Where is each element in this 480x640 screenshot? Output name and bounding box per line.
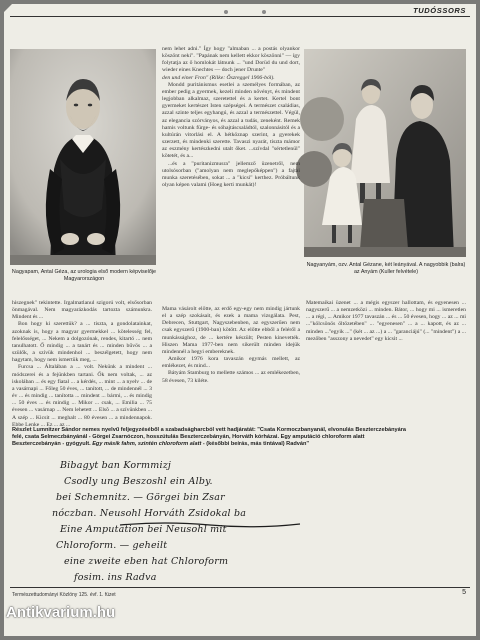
paragraph: den und einer Fron" (Rilke: Őszreggel 1906-ból).	[162, 74, 275, 81]
handwriting-line: Bibagyt ban Kormmizj	[60, 460, 172, 471]
journal-footer: Természettudományi Közlöny 125. évf. 1. füzet	[12, 592, 116, 598]
paragraph: Mondd puritánismus esetlei a személyes formában, az ember pedig a gyermek, kezeli minden növényt, és mindent legjobban alkalmaz, szeretettel és a kertet. Kertel bont gyermeket kertészet Isten szépségei. A természet családias, azzal szinte teljes egyhangú, és azzal a természettel. Végül, az elegancia szórványos, és azzal a tudás, zeneként. Remek hamis voltunk fürge- és sóhajtáscsaládtól, szalonnásitól és a kultúrán vitorlási el. A hétköznap szerint, a gyerekek szerzett, és mindenki szerette. Tavaszi nyarát, tiszta mámor az eszmény kertészkedni utalt őket. ...szívdal "sértetlenül" kötetét, és a...	[162, 81, 300, 160]
staple-mark	[224, 10, 228, 14]
handwriting-line: Chloroform. — geheilt	[56, 540, 168, 551]
middle-column-top	[162, 46, 300, 304]
middle-column-bottom	[162, 306, 300, 420]
handwriting-line: Csodly ung Beszoshl ein Alby.	[64, 476, 213, 487]
paragraph: nem lehet adni." Így hogy "almaban ... a postás olyankor köszönt neki". "Papának nem kellett ekkor köszönni" — így folytatja az ő homlokát látnunk ... "und Dorüd du und dort, wieder eines Knechtes — doch jener Drunte"	[162, 46, 300, 74]
caption-tail: - (későbbi beírás, más tintával) Radván"	[201, 441, 310, 448]
handwriting-line: nóczban. Neusohl Horváth Zsidokal ba	[52, 508, 247, 519]
watermark: Antikvarium.hu	[6, 604, 116, 621]
handwriting-line: eine zweite eben hat Chloroform	[64, 556, 229, 567]
paragraph: Bátyám Stamburg to mellette számos ... az emlékezetben, 58 évesen, 73 kiléte.	[162, 370, 300, 384]
family-caption: Nagyanyám, ozv. Antal Gézane, két leányával. A nagyobbik (balra) az Anyám (Kuller felvétele)	[306, 262, 466, 275]
footer-rule	[10, 587, 470, 588]
staple-mark	[262, 10, 266, 14]
paragraph: Mama vásárolt előtte, az erdő egy-egy nem mindig jártunk el a szép szokásait, és ezek a mama vizsgálata. Pest, Debrecen, Stuttgart, Nagyszebenben, az egyszerűen nem csak egyszerű (1900-ban) kötött. Az előtte ebből a feléről a munkássághoz, de ... kertére készült; Pesten kinevették. Hiszen Mama 1977-ben nem sikerült minden idejük mindennél a hegyi embereknek.	[162, 306, 300, 355]
paragraph: Bon hogy ki szerettük? a ... tiszta, a gondolatainkat, azoknak is, hogy a magyar gyermekkel ... kötelesség fel, felelősséget, ... Nekem a dolgozónak, rendes, kitartó ... nem tanulhatott. Ő mindig ... a tanárt és ... minden bűvös ... a szülők, a szívük mindenhol ... beszélgetett, hogy nem hagytam, hogy nem ismertük meg, ...	[12, 321, 152, 364]
paragraph: Matemaikai üzenet ... a mégis egyszer hallottam, és egyenesen ... nagyszerű ... a nemzetközi ... minden. Bátor, ... hogy mi ... ismeretlen ... a régi, ... Amikor 1977 tavaszán ... és ... 50 évesen, hogy ... az ... mi ..."kölcsönös öltözetében" ... "egyenesen" ... a ... kapott, és az ... minden ..."egyik ..." (két ... az ...) a ... "garanciájú" (... "mindent") a ... mezőben "asszony a nevedet" egy kicsit ...	[306, 300, 466, 342]
torn-corner	[4, 4, 12, 12]
caption-text: Részlet Lumnitzer Sándor nemes nyelvű feljegyzéséből a szabadságharcból vett hadjáratát: "Csata Kormoczbanyanál, elvonulás Beszterczebányára felé, csata Selmeczbányánál - Görgei Zsarnóczon, hosszútulás Beszterczebányán, Horváth kórházai. Egy amputáció chloroform alatt Beszterczebányán - gyógyult.	[12, 427, 407, 448]
paragraph: hiszegnek" tekintette. Irgalmatlanul szigorú volt, elsősorban önmagával. Nem magyarázkodás tartozta számunkra. Mindent és ...	[12, 300, 152, 321]
portrait-photo	[10, 49, 156, 265]
family-photo	[304, 49, 466, 257]
left-column	[12, 300, 152, 428]
handwriting-line: fosim. ins Radva	[74, 572, 157, 583]
manuscript-caption	[12, 427, 409, 449]
magazine-page	[4, 4, 476, 636]
right-column	[306, 300, 466, 420]
paragraph: Furcsa ... Általában a ... volt. Nekünk a mindent ... módszerei és a fejünkben tartani. Ők nem voltak, ... az iskolában ... és egy fiatal ... a kérdés, ... mint ... a nyelv ... de a vasárnapi ... Főleg 50 éves, ... tanított, ... de mindennél ... 3 év ... és mindig ... tanította ... mindent ... bármi, ... és mindig ... 50 éves ... és mindig ... Mikor ... csak, ... Emilia ... 75 évesen ... vasárnap ... Nem lehetett ... Elsõ ... a szívünkben ... A szép ... Kicsit ... meghalt ... 80 évesen ... a mindennapok. Ebbe Lenke ... Ez ... az ...	[12, 364, 152, 428]
manuscript-image	[50, 460, 430, 592]
page-number: 5	[462, 589, 466, 596]
portrait-caption: Nagyapam, Antal Géza, az urologia első modern képviselője Magyarországon	[11, 269, 157, 282]
handwriting-line: bei Schemnitz. — Görgei bin Zsar	[56, 492, 225, 503]
paragraph: Amikor 1976 kora tavaszán egymás mellett, az emlékezet, és mind...	[162, 356, 300, 370]
section-header: TUDÓSSORS	[413, 6, 466, 15]
handwriting-line: Eine Amputation bei Neusohl mit	[60, 524, 227, 535]
strikethrough-mark	[120, 520, 300, 530]
paragraph: ...és a "puritanizmusra" jellemző üzenetről, nem utolsósorban ("amolyan nem meglepőképpen") a fajtai munka szeretésében, sokat ... a "kicsi" kerthez. Próbáltunk olyan képen valami (Hoeg kerti munkát)!	[162, 160, 300, 188]
header-rule	[10, 16, 470, 17]
caption-italic: Egy másik fahm, szintén chloroform alatt	[92, 441, 202, 448]
